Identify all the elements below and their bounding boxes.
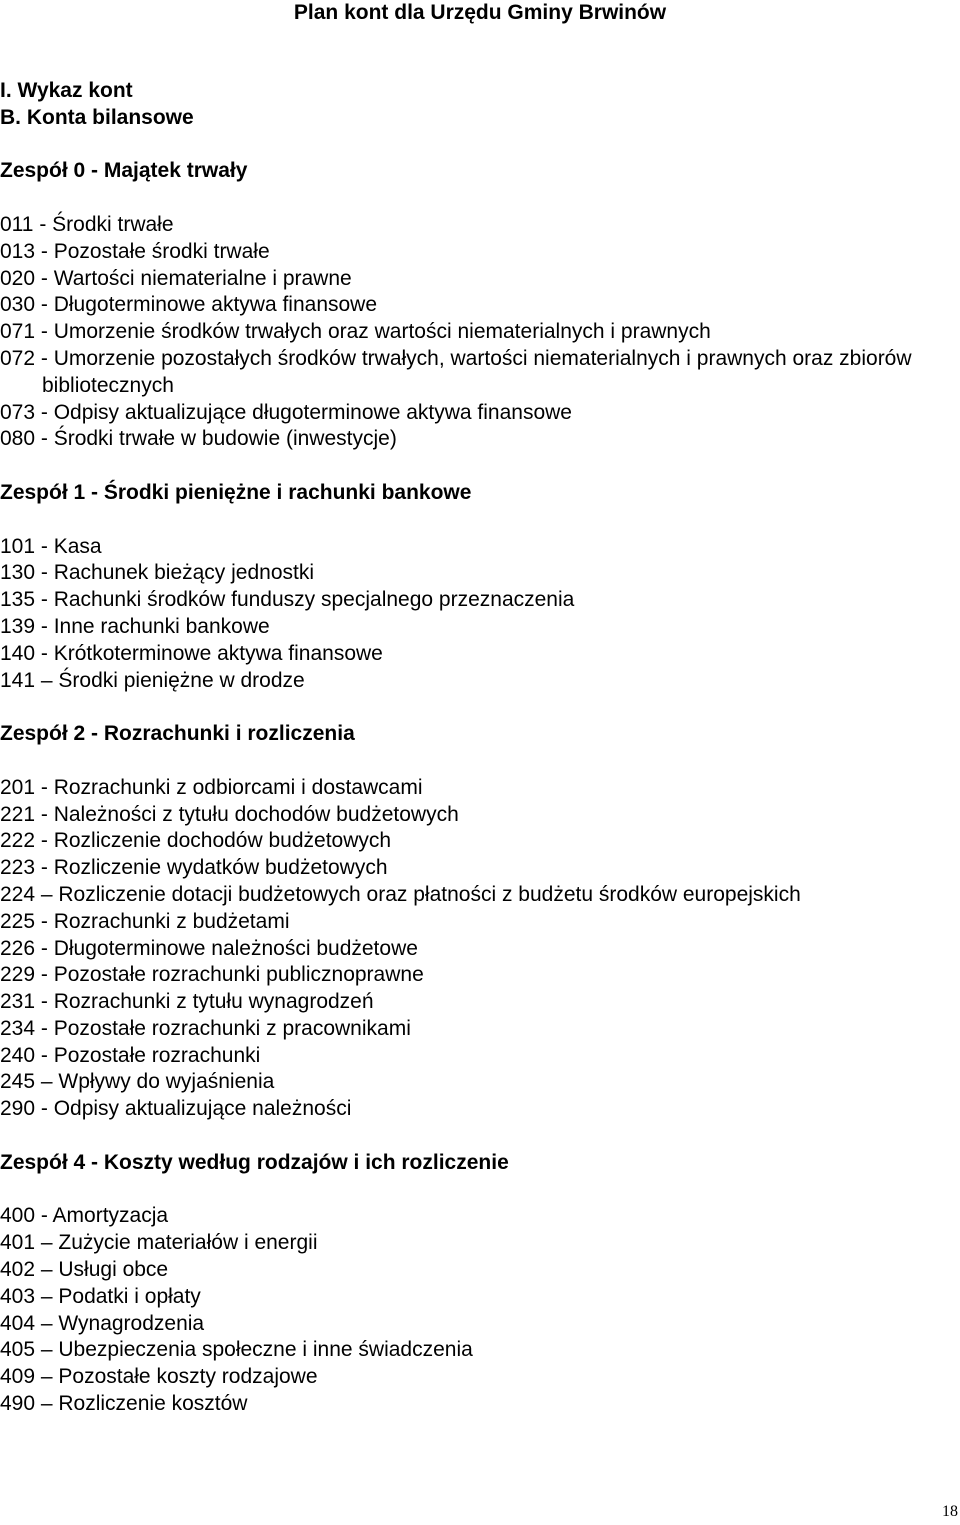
account-item: 222 - Rozliczenie dochodów budżetowych [0, 829, 392, 853]
account-item: 141 – Środki pieniężne w drodze [0, 668, 305, 692]
account-item: 140 - Krótkoterminowe aktywa finansowe [0, 641, 383, 665]
spacer [0, 694, 960, 721]
account-item: 405 – Ubezpieczenia społeczne i inne świadczenia [0, 1338, 473, 1362]
page-number: 18 [942, 1503, 958, 1520]
account-item: 130 - Rachunek bieżący jednostki [0, 561, 315, 585]
group-heading: Zespół 2 - Rozrachunki i rozliczenia [0, 722, 355, 746]
document-body [0, 78, 960, 1418]
account-item: 409 – Pozostałe koszty rodzajowe [0, 1365, 318, 1389]
account-item: 234 - Pozostałe rozrachunki z pracownikami [0, 1016, 411, 1040]
spacer [0, 185, 960, 212]
account-item: 080 - Środki trwałe w budowie (inwestycje) [0, 427, 397, 451]
account-item: 223 - Rozliczenie wydatków budżetowych [0, 856, 388, 880]
account-item: 245 – Wpływy do wyjaśnienia [0, 1070, 275, 1094]
account-item: 490 – Rozliczenie kosztów [0, 1392, 248, 1416]
account-item: 020 - Wartości niematerialne i prawne [0, 266, 352, 290]
account-item: 071 - Umorzenie środków trwałych oraz wartości niematerialnych i prawnych [0, 320, 711, 344]
spacer [0, 132, 960, 159]
group-heading: Zespół 0 - Majątek trwały [0, 159, 248, 183]
account-item: 226 - Długoterminowe należności budżetowe [0, 936, 418, 960]
account-item: 403 – Podatki i opłaty [0, 1284, 201, 1308]
group-heading: Zespół 1 - Środki pieniężne i rachunki bankowe [0, 480, 472, 504]
spacer [0, 1177, 960, 1204]
spacer [0, 453, 960, 480]
account-item: 011 - Środki trwałe [0, 212, 174, 236]
section-heading: I. Wykaz kont [0, 79, 133, 102]
spacer [0, 748, 960, 775]
account-item: 401 – Zużycie materiałów i energii [0, 1231, 318, 1255]
subsection-heading: B. Konta bilansowe [0, 105, 194, 129]
account-item: 101 - Kasa [0, 534, 102, 558]
account-item: 201 - Rozrachunki z odbiorcami i dostawcami [0, 775, 423, 799]
account-item: 402 – Usługi obce [0, 1258, 169, 1282]
account-item: 221 - Należności z tytułu dochodów budżetowych [0, 802, 459, 826]
account-item: 290 - Odpisy aktualizujące należności [0, 1097, 352, 1121]
page-title: Plan kont dla Urzędu Gminy Brwinów [293, 1, 667, 24]
account-item: 135 - Rachunki środków funduszy specjalnego przeznaczenia [0, 588, 575, 612]
account-item: 224 – Rozliczenie dotacji budżetowych oraz płatności z budżetu środków europejskich [0, 882, 801, 906]
account-item: 073 - Odpisy aktualizujące długoterminowe aktywa finansowe [0, 400, 572, 424]
account-item: 231 - Rozrachunki z tytułu wynagrodzeń [0, 990, 374, 1014]
group-heading: Zespół 4 - Koszty według rodzajów i ich rozliczenie [0, 1150, 509, 1174]
account-item: 013 - Pozostałe środki trwałe [0, 239, 270, 263]
account-item: 400 - Amortyzacja [0, 1204, 169, 1228]
spacer [0, 507, 960, 534]
account-item: 225 - Rozrachunki z budżetami [0, 909, 290, 933]
account-item: 139 - Inne rachunki bankowe [0, 614, 270, 638]
account-item: 229 - Pozostałe rozrachunki publicznoprawne [0, 963, 424, 987]
account-item: 030 - Długoterminowe aktywa finansowe [0, 293, 378, 317]
account-item: 404 – Wynagrodzenia [0, 1311, 205, 1335]
spacer [0, 1123, 960, 1150]
account-item: 072 - Umorzenie pozostałych środków trwałych, wartości niematerialnych i prawnych oraz zbiorów bibliotecznych [0, 346, 912, 397]
account-item: 240 - Pozostałe rozrachunki [0, 1043, 261, 1067]
